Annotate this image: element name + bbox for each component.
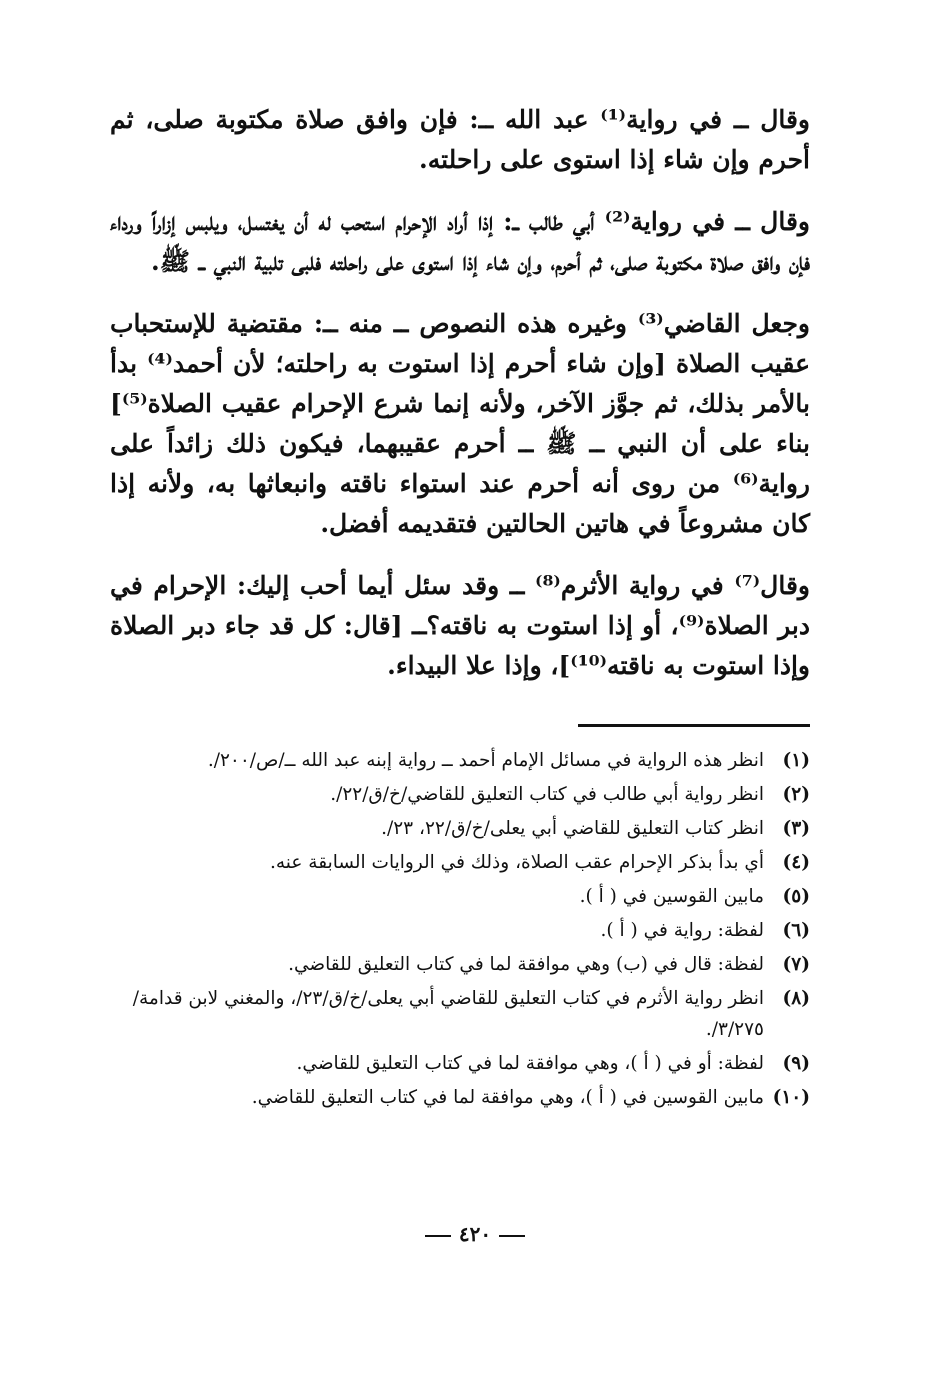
footnote-text: أي بدأ بذكر الإحرام عقب الصلاة، وذلك في الروايات السابقة عنه. [270,852,764,873]
footnote-text: لفظة: قال في (ب) وهي موافقة لما في كتاب التعليق للقاضي. [288,954,764,975]
footnote-number: (٥) [782,886,810,907]
body-paragraph-1: وقال ــ في رواية⁽¹⁾ عبد الله ــ: فإن وافق صلاة مكتوبة صلى، ثم أحرم وإن شاء إذا استوى على راحلته. [110,105,810,174]
dash-left [499,1235,525,1237]
footnotes-list [110,745,810,1113]
footnote-9 [110,1048,810,1079]
footnote-text: انظر رواية أبي طالب في كتاب التعليق للقاضي/خ/ق/٢٢/. [330,784,764,805]
footnote-6 [110,915,810,946]
dash-right [425,1235,451,1237]
footnote-number: (٦) [782,920,810,941]
body-paragraph-2: وقال ــ في رواية⁽²⁾ أبي طالب ــ: إذا أراد الإحرام استحب له أن يغتسل، ويلبس إزاراً ورداء فإن وافق صلاة مكتوبة صلى، ثم أحرم، وإن شاء إذا استوى على راحلته فلبى تلبية النبي ــ ﷺ. [110,207,810,276]
footnote-number: (٩) [782,1053,810,1074]
footnote-number: (١) [782,750,810,771]
footnote-10 [110,1082,810,1113]
footnote-number: (٨) [782,988,810,1009]
footnote-text: انظر هذه الرواية في مسائل الإمام أحمد ــ رواية إبنه عبد الله ــ/ص/٢٠٠/. [207,750,764,771]
footnote-4 [110,847,810,878]
footnote-8 [110,983,810,1045]
footnote-text: انظر رواية الأثرم في كتاب التعليق للقاضي أبي يعلى/خ/ق/٢٣/، والمغني لابن قدامة/٣/٢٧٥/. [132,988,764,1040]
footnote-2 [110,779,810,810]
footnote-number: (٧) [782,954,810,975]
footnote-7 [110,949,810,980]
footnote-text: لفظة: رواية في ( أ ). [600,920,764,941]
body-paragraph-3: وجعل القاضي⁽³⁾ وغيره هذه النصوص ــ منه ــ: مقتضية للإستحباب عقيب الصلاة [وإن شاء أحرم إذا استوت به راحلته؛ لأن أحمد⁽⁴⁾ بدأ بالأمر بذلك، ثم جوَّز الآخر، ولأنه إنما شرع الإحرام عقيب الصلاة⁽⁵⁾] بناء على أن النبي ــ ﷺ ــ أحرم عقيبهما، فيكون ذلك زائداً على رواية⁽⁶⁾ من روى أنه أحرم عند استواء ناقته وانبعاثها به، ولأنه إذا كان مشروعاً في هاتين الحالتين فتقديمه أفضل. [110,309,811,538]
body-paragraph-4: وقال⁽⁷⁾ في رواية الأثرم⁽⁸⁾ ــ وقد سئل أيما أحب إليك: الإحرام في دبر الصلاة⁽⁹⁾، أو إذا استوت به ناقته؟ــ [قال: كل قد جاء دبر الصلاة وإذا استوت به ناقته⁽¹⁰⁾]، وإذا علا البيداء. [110,571,811,680]
page-body [110,100,810,1116]
footnote-text: مابين القوسين في ( أ ). [579,886,764,907]
footnote-text: لفظة: أو في ( أ )، وهي موافقة لما في كتاب التعليق للقاضي. [296,1053,764,1074]
footnote-number: (٣) [782,818,810,839]
footnote-3 [110,813,810,844]
page-number-footer [0,1222,950,1246]
footnote-5 [110,881,810,912]
footnote-separator [578,724,810,727]
footnote-1 [110,745,810,776]
footnote-text: مابين القوسين في ( أ )، وهي موافقة لما في كتاب التعليق للقاضي. [251,1087,764,1108]
footnote-number: (٢) [782,784,810,805]
footnote-number: (٤) [782,852,810,873]
page-number: ٤٢٠ [458,1222,492,1246]
footnote-text: انظر كتاب التعليق للقاضي أبي يعلى/خ/ق/٢٢، ٢٣/. [381,818,764,839]
footnote-number: (١٠) [772,1087,810,1108]
